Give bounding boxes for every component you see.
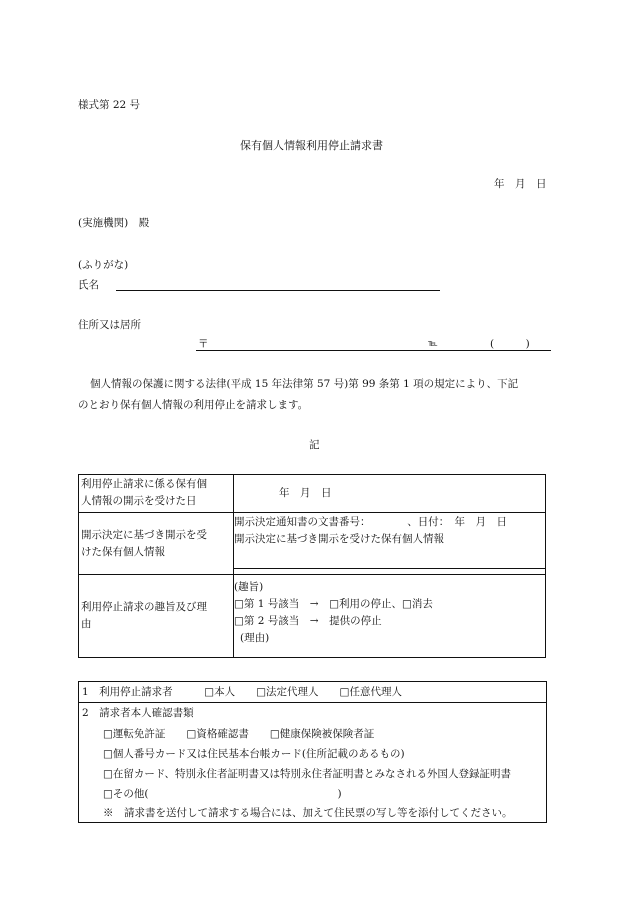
row3-option-2[interactable]: □第 2 号該当 → 提供の停止 bbox=[234, 615, 382, 627]
row2-label bbox=[79, 513, 234, 575]
body-text-line1: 個人情報の保護に関する法律(平成 15 年法律第 57 号)第 99 条第 1 項の規定により、下記 bbox=[90, 378, 519, 390]
row3-option-1[interactable]: □第 1 号該当 → □利用の停止、□消去 bbox=[234, 598, 433, 610]
address-label: 住所又は居所 bbox=[78, 319, 141, 331]
row1-label bbox=[79, 475, 234, 513]
addressee: (実施機関) 殿 bbox=[78, 217, 150, 229]
body-text-line2: のとおり保有個人情報の利用停止を請求します。 bbox=[78, 399, 309, 411]
table-row-disclosed-info bbox=[79, 513, 546, 575]
row3-label-line1: 利用停止請求の趣旨及び理 bbox=[81, 601, 207, 613]
id-doc-option-row1[interactable]: □運転免許証 □資格確認書 □健康保険被保険者証 bbox=[103, 728, 375, 740]
id-doc-option-other[interactable]: □その他( ) bbox=[103, 788, 342, 800]
row2-value-inner bbox=[234, 513, 545, 569]
id-doc-option-row2[interactable]: □個人番号カード又は住民基本台帳カード(住所記載のあるもの) bbox=[103, 748, 405, 760]
table-row-disclosure-date bbox=[79, 475, 546, 513]
address-field-line[interactable] bbox=[196, 350, 551, 351]
name-label: 氏名 bbox=[78, 279, 99, 291]
id-documents-heading: 2 請求者本人確認書類 bbox=[82, 707, 194, 719]
row3-value[interactable] bbox=[234, 575, 546, 658]
row2-value-line1: 開示決定通知書の文書番号： 、日付： 年 月 日 bbox=[234, 516, 507, 528]
row1-label-line1: 利用停止請求に係る保有個 bbox=[81, 478, 207, 490]
requester-identity-box bbox=[78, 681, 547, 823]
row3-purpose-label: (趣旨) bbox=[234, 581, 264, 593]
row2-label-line1: 開示決定に基づき開示を受 bbox=[81, 528, 207, 541]
row2-value[interactable] bbox=[234, 513, 546, 575]
request-details-table bbox=[78, 474, 546, 658]
tel-parens: ( ) bbox=[490, 338, 530, 350]
row2-value-line2: 開示決定に基づき開示を受けた保有個人情報 bbox=[234, 533, 444, 545]
row3-reason-label: (理由) bbox=[240, 632, 270, 644]
row2-label-line2: けた保有個人情報 bbox=[81, 545, 165, 558]
mailing-note: ※ 請求書を送付して請求する場合には、加えて住民票の写し等を添付してください。 bbox=[103, 807, 513, 819]
row3-label-line2: 由 bbox=[81, 618, 92, 630]
name-field-line[interactable] bbox=[116, 290, 440, 291]
table-row-purpose-reason bbox=[79, 575, 546, 658]
date-line: 年 月 日 bbox=[494, 178, 547, 190]
row3-label bbox=[79, 575, 234, 658]
row1-value-text: 年 月 日 bbox=[279, 487, 332, 499]
row1-value[interactable] bbox=[234, 475, 546, 513]
ki-heading: 記 bbox=[309, 439, 320, 451]
furigana-label: (ふりがな) bbox=[78, 259, 129, 271]
tel-label: ℡ bbox=[428, 339, 438, 349]
requester-type-line[interactable]: 1 利用停止請求者 □本人 □法定代理人 □任意代理人 bbox=[82, 686, 402, 698]
postal-mark: 〒 bbox=[198, 338, 209, 350]
id-doc-option-row3[interactable]: □在留カード、特別永住者証明書又は特別永住者証明書とみなされる外国人登録証明書 bbox=[103, 768, 511, 780]
form-number: 様式第 22 号 bbox=[78, 99, 141, 111]
page-title: 保有個人情報利用停止請求書 bbox=[240, 139, 383, 152]
row1-label-line2: 人情報の開示を受けた日 bbox=[81, 495, 197, 507]
